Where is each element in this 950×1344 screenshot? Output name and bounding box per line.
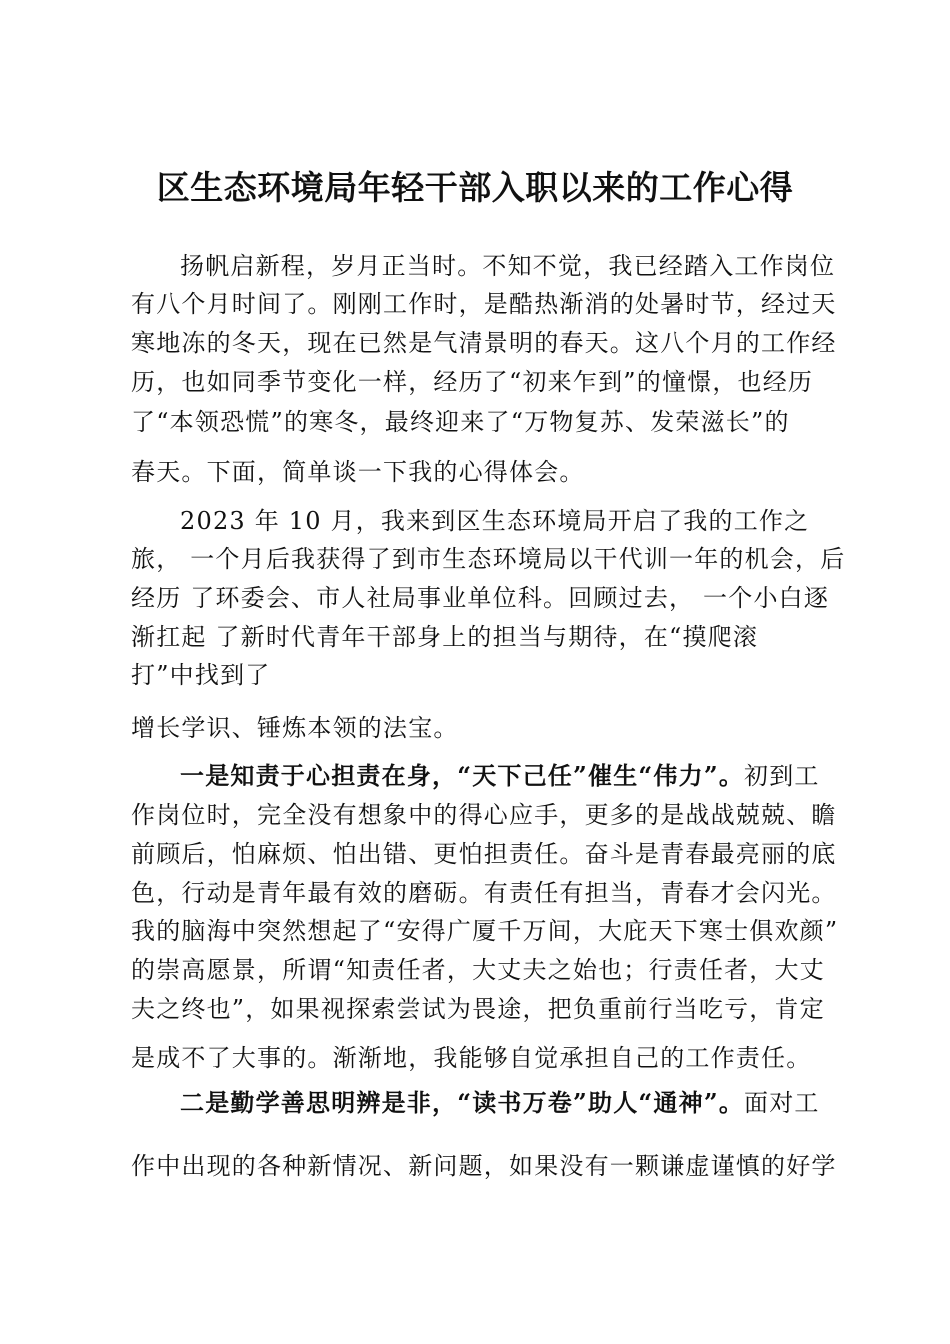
paragraph-text: 面对工 (744, 1089, 820, 1117)
section-heading-2: 二是勤学善思明辨是非，“读书万卷”助人“通神”。 (180, 1088, 745, 1117)
paragraph-line: 旅， 一个月后我获得了到市生态环境局以干代训一年的机会，后 (131, 545, 846, 573)
paragraph-line: 的崇高愿景，所谓“知责任者，大丈夫之始也；行责任者，大丈 (131, 956, 825, 984)
paragraph-line: 寒地冻的冬天，现在已然是气清景明的春天。这八个月的工作经 (131, 329, 837, 357)
paragraph-line: 扬帆启新程，岁月正当时。不知不觉，我已经踏入工作岗位 (180, 252, 836, 280)
paragraph-line: 增长学识、锤炼本领的法宝。 (131, 714, 459, 742)
paragraph-line: 是成不了大事的。渐渐地，我能够自觉承担自己的工作责任。 (131, 1044, 812, 1072)
paragraph-line: 作岗位时，完全没有想象中的得心应手，更多的是战战兢兢、瞻 (131, 801, 837, 829)
section-heading-1: 一是知责于心担责在身，“天下己任”催生“伟力”。 (180, 761, 745, 790)
paragraph-line (180, 1087, 820, 1119)
paragraph-line: 有八个月时间了。刚刚工作时，是酷热渐消的处暑时节，经过天 (131, 290, 837, 318)
paragraph-line: 经历 了环委会、市人社局事业单位科。回顾过去， 一个小白逐 (131, 584, 830, 612)
paragraph-text: 初到工 (744, 762, 820, 790)
paragraph-line: 夫之终也”，如果视探索尝试为畏途，把负重前行当吃亏，肯定 (131, 995, 825, 1023)
paragraph-line: 春天。下面，简单谈一下我的心得体会。 (131, 458, 585, 486)
paragraph-line: 前顾后，怕麻烦、怕出错、更怕担责任。奋斗是青春最亮丽的底 (131, 840, 837, 868)
paragraph-line: 2023 年 10 月，我来到区生态环境局开启了我的工作之 (180, 507, 810, 535)
paragraph-line: 了“本领恐慌”的寒冬，最终迎来了“万物复苏、发荣滋长”的 (131, 408, 790, 436)
paragraph-line: 打”中找到了 (131, 661, 271, 689)
paragraph-line (180, 760, 820, 792)
paragraph-line: 历，也如同季节变化一样，经历了“初来乍到”的憧憬，也经历 (131, 368, 814, 396)
paragraph-line: 我的脑海中突然想起了“安得广厦千万间，大庇天下寒士俱欢颜” (131, 917, 839, 945)
paragraph-line: 作中出现的各种新情况、新问题，如果没有一颗谦虚谨慎的好学 (131, 1152, 837, 1180)
document-title: 区生态环境局年轻干部入职以来的工作心得 (156, 168, 794, 207)
paragraph-line: 渐扛起 了新时代青年干部身上的担当与期待，在“摸爬滚 (131, 623, 759, 651)
paragraph-line: 色，行动是青年最有效的磨砺。有责任有担当，青春才会闪光。 (131, 879, 837, 907)
